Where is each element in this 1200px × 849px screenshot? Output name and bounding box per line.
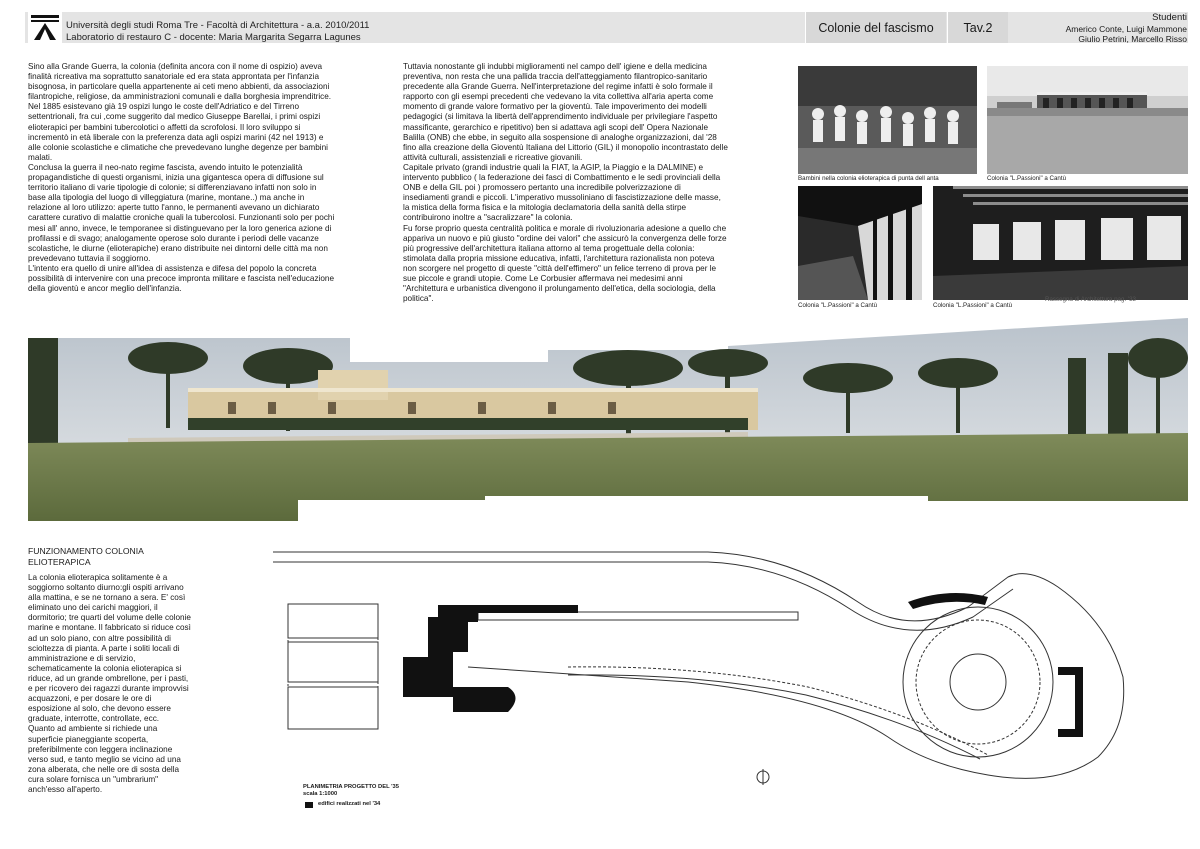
photo-caption: Colonia "L.Passioni" a Cantù: [933, 302, 1013, 309]
plan-title: PLANIMETRIA PROGETTO DEL '35: [303, 784, 399, 790]
intro-paragraph: Conclusa la guerra il neo-nato regime fascista, avendo intuito le potenzialità propagandistiche di questi organismi, inizia una gigantesca opera di diffusione sul territorio italiano di varie tipologie di colonie; si differenziavano infatti non solo in base alla tipologia del luogo di villeggiatura (marine, montane..) ma anche in relazione al loro utilizzo: aperte tutto l'anno, le permanenti avevano un dichiarato carattere curativo di malattie croniche quali la tubercolosi. Funzionanti solo per pochi mesi all' anno, invece, le temporanee si distinguevano per la loro generica azione di profilassi e di svago; analogamente operose solo durante i periodi delle vacanze scolastiche, le diurne (elioterapiche) erano distribuite nei dintorni delle città ma non prevedevano tuttavia il soggiorno.: [28, 162, 335, 263]
students-label: Studenti: [1152, 12, 1187, 23]
photo-caption: Colonia "L.Passioni" a Cantù: [798, 302, 878, 309]
colonia-passioni-portico-photo: [798, 186, 922, 300]
laboratory-line: Laboratorio di restauro C - docente: Maria Margarita Segarra Lagunes: [66, 32, 361, 43]
history-text-column: [403, 62, 728, 304]
children-photo: [798, 66, 977, 174]
legend-label: edifici realizzati nel '34: [318, 801, 381, 807]
site-plan-drawing: [268, 547, 1158, 787]
intro-paragraph: Sino alla Grande Guerra, la colonia (definita ancora con il nome di ospizio) aveva finalità ricreativa ma soprattutto sanatoriale ed era stata approntata per l'infanzia bisognosa, in particolare quella appartenente ai ceti meno abbienti, da associazioni filantropiche, religiose, da amministrazioni comunali e dalla borghesia imprenditrice. Nel 1885 esistevano già 19 ospizi lungo le coste dell'Adriatico e del Tirreno settentrionali, fra cui ,come suggerito dal medico Giuseppe Barellai, i primi ospizi elioterapici per bambini tubercolotici o affetti da scrofolosi. Il loro sviluppo si incrementò in età liberale con la preferenza data agli ospizi marini (42 nel 1913) e alle colonie scolastiche e climatiche che prevedevano lunghe degenze per bambini malati.: [28, 62, 332, 162]
photo-caption: Colonia "L.Passioni" a Cantù: [987, 175, 1067, 182]
photo-source: Rassegna di Architettura pag. '33: [1045, 296, 1136, 303]
table-number: Tav.2: [947, 12, 1008, 43]
university-logo: [28, 12, 62, 43]
functioning-text: [28, 573, 193, 795]
students-block: [1066, 13, 1187, 45]
colonia-passioni-exterior-photo: [987, 66, 1188, 174]
functioning-section-title: [28, 546, 144, 567]
colonia-passioni-interior-photo: [933, 186, 1188, 300]
history-paragraph: Tuttavia nonostante gli indubbi miglioramenti nel campo dell' igiene e della medicina preventiva, non resta che una pallida traccia dell'atteggiamento filantropico-sanitario precedente alla Grande Guerra. Nell'interpretazione del regime infatti è solo formale il rapporto con gli esempi precedenti che vedevano la vita collettiva all'aria aperta come momento di grande valore formativo per la gioventù. Tale impoverimento dei modelli pedagogici (si limitava la libertà dell'apprendimento individuale per privilegiare l'aspetto massificante, gerarchico e ripetitivo) ben si adattava agli scopi dell' Opera Nazionale Balilla (ONB) che ebbe, in seguito alla sospensione di analoghe organizzazioni, dal '28 fino alla creazione della Gioventù Italiana del Littorio (GIL) il monopolio incontrastato delle attività culturali, assistenziali e ricreative giovanili.: [403, 62, 728, 162]
functioning-paragraph: La colonia elioterapica solitamente è a soggiorno soltanto diurno:gli ospiti arrivano alla mattina, e se ne tornano a sera. E' così eliminato uno dei carichi maggiori, il dormitorio; tre quarti del volume delle colonie marine e montane. Il fabbricato si riduce così ad un solo piano, con altre possibilità di scioltezza di pianta. A parte i soliti locali di amministrazione e di servizio, schematicamente la colonia elioterapica si riduce, ad un grande ombrellone, per i pasti, e per ricovero dei ragazzi durante improvvisi acquazzoni, e per dosare le ore di esposizione al solo, che devono essere graduate, interrotte, controllate, ecc.: [28, 573, 191, 724]
students-names-1: Americo Conte, Luigi Mammone: [1065, 23, 1187, 34]
intro-paragraph: L'intento era quello di unire all'idea di assistenza e difesa del popolo la concreta possibilità di intervenire con una precoce impronta militare e fascista nell'educazione della gioventù e ancor meglio dell'infanzia.: [28, 263, 335, 294]
photo-caption: Bambini nella colonia elioterapica di punta dell anta: [798, 175, 939, 182]
colonia-panorama-photo: [28, 318, 1188, 523]
page-title: Colonie del fascismo: [805, 12, 946, 43]
intro-text-column: [28, 62, 335, 294]
plan-scale: scala 1:1000: [303, 791, 338, 797]
functioning-title-line: FUNZIONAMENTO COLONIA: [28, 546, 144, 556]
legend-swatch: [305, 802, 313, 808]
functioning-paragraph: Quanto ad ambiente si richiede una superficie pianeggiante scoperta, preferibilmente con leggera inclinazione verso sud, e tanto meglio se vicino ad una zona alberata, che nelle ore di sosta della cura solare fornisca un "umbrarium" anch'esso all'aperto.: [28, 724, 181, 794]
students-names-2: Giulio Petrini, Marcello Risso: [1078, 34, 1187, 44]
functioning-title-line: ELIOTERAPICA: [28, 556, 91, 567]
history-paragraph: Capitale privato (grandi industrie quali la FIAT, la AGIP, la Piaggio e la DALMINE) e intervento pubblico ( la federazione dei fasci di Combattimento e le sedi provinciali della ONB e della GIL poi ) promossero pertanto una incredibile polverizzazione di insediamenti grandi e piccoli. L'imperativo mussoliniano di fascistizzazione delle masse, la mistica della forma fisica e la mitologia declamatoria della sanità della stirpe contribuirono inoltre a "sacralizzare" la colonia.: [403, 162, 721, 223]
university-line: Università degli studi Roma Tre - Facoltà di Architettura - a.a. 2010/2011: [66, 20, 370, 31]
history-paragraph: Fu forse proprio questa centralità politica e morale di rivoluzionaria adesione a quello che appariva un nuovo e più giusto "ordine dei valori" che assicurò la convergenza delle forze più progressive dell'architettura italiana attorno al tema progettuale della colonia: stimolata dalla propria missione educativa, infatti, l'architettura razionalista non poteva non scorgere nel progetto di queste "città dell'effimero" un felice terreno di prova per le sue piccole e grandi utopie. Come Le Corbusier affermava nei medesimi anni "Architettura e urbanistica divengono il prolungamento dell'etica, della sociologia, della politica".: [403, 223, 727, 304]
